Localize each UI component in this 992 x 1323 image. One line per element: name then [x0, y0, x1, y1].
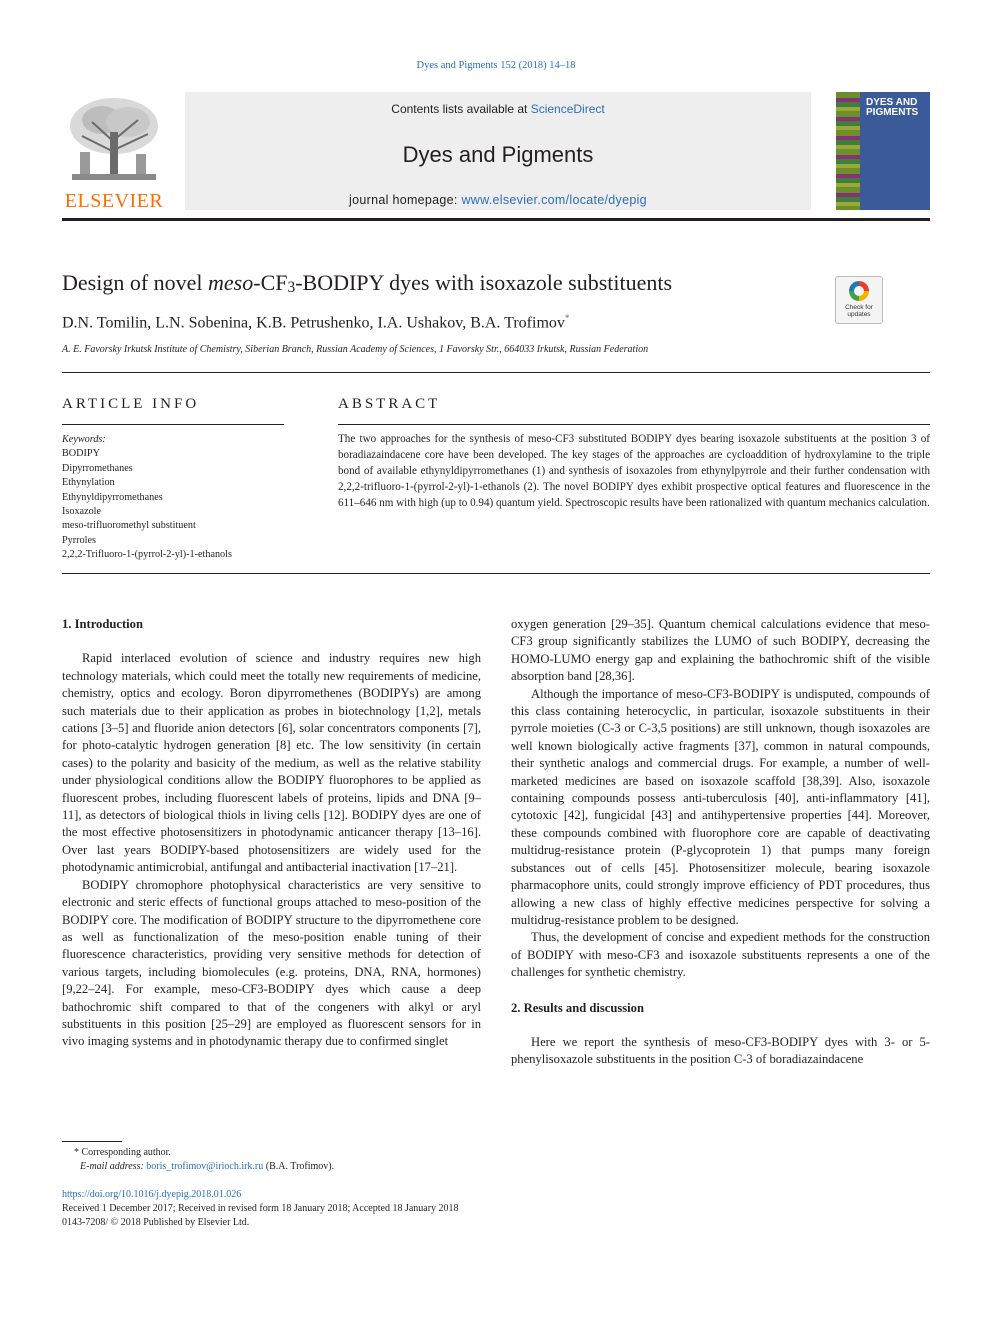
check-updates-label: Check for updates — [845, 304, 873, 318]
body-right-column — [511, 616, 930, 1069]
keyword: meso-trifluoromethyl substituent — [62, 520, 196, 532]
abstract-rule — [338, 424, 930, 425]
keyword: Ethynylation — [62, 477, 115, 489]
footnote-rule — [62, 1141, 122, 1142]
sciencedirect-link[interactable]: ScienceDirect — [530, 102, 605, 116]
abstract-heading: ABSTRACT — [338, 396, 441, 412]
intro-paragraph-1: Rapid interlaced evolution of science and industry requires new high technology materials, which could meet the totally new requirements of medicine, chemistry, optics and ecology. Boron dipyrromethenes (BODIPYs) are among such materials due to their application as probes in biotechnology [1,2], metals cations [3–5] and fluoride anion detectors [6], solar concentrators components [7], for photo-catalytic hydrogen generation [8] etc. The low sensitivity (in certain cases) to the polarity and basicity of the medium, as well as the relative stability under physiological conditions allow the BODIPY fluorophores to be applied as fluorescent probes, including fluorescent labels of proteins, lipids and DNA [9–11], as detectors of biological thiols in living cells [12]. BODIPY dyes are one of the most effective photosensitizers in photodynamic anticancer therapy [13–16]. Over last years BODIPY-based photosensitizers are widely used for the photodynamic antimicrobial, antifungal and antibacterial inactivation [17–21]. — [62, 651, 481, 875]
article-info-heading: ARTICLE INFO — [62, 396, 200, 412]
elsevier-wordmark: ELSEVIER — [64, 190, 164, 212]
keywords-block — [62, 433, 292, 563]
keyword: Isoxazole — [62, 506, 102, 518]
check-for-updates-badge[interactable] — [835, 276, 883, 324]
email-note: E-mail address: boris_trofimov@irioch.irk.ru (B.A. Trofimov). — [80, 1161, 335, 1172]
corresponding-author-note: * Corresponding author. — [74, 1147, 171, 1158]
corresponding-author-mark[interactable]: * — [564, 313, 570, 323]
contents-line — [185, 102, 811, 116]
check-updates-icon — [849, 281, 869, 301]
journal-title: Dyes and Pigments — [402, 142, 594, 167]
contents-prefix: Contents lists available at — [391, 102, 531, 116]
title-rule — [62, 372, 930, 373]
right-paragraph-1: Although the importance of meso-CF3-BODIPY is undisputed, compounds of this class containing heterocyclic, in particular, isoxazole substituents in their pyrrole moieties (C-3 or C-3,5 positions) are still unknown, though isoxazoles are well known biologically active fragments [37], common in natural compounds, their synthetic analogs and commercial drugs. For example, a number of well-marketed medicines are based on isoxazole scaffold [38,39]. Also, isoxazole containing compounds possess anti-tuberculosis [40], anti-inflammatory [41], cytotoxic [42], fungicidal [43] and antihypertensive properties [44]. Moreover, these compounds combined with fluorophore core are capable of deactivating multidrug-resistance protein (P-glycoprotein 1) that pumps many foreign substances out of cells [45]. Photosensitizer molecule, bearing isoxazole pharmacophore units, could strongly improve efficiency of PDT procedures, thus allowing a new class of highly effective medicines perspective for solving a multidrug-resistance problem to be designed. — [511, 686, 930, 927]
keyword: Dipyrromethanes — [62, 462, 133, 474]
email-link[interactable]: boris_trofimov@irioch.irk.ru — [146, 1161, 264, 1172]
introduction-heading: 1. Introduction — [62, 617, 143, 631]
cover-title: DYES AND PIGMENTS — [866, 97, 919, 118]
doi-link[interactable]: https://doi.org/10.1016/j.dyepig.2018.01.026 — [62, 1189, 242, 1200]
body-left-column — [62, 616, 481, 1051]
results-heading: 2. Results and discussion — [511, 1000, 644, 1015]
right-paragraph-0: oxygen generation [29–35]. Quantum chemical calculations evidence that meso-CF3 group significantly stabilizes the LUMO of such BODIPY, decreasing the HOMO-LUMO energy gap and explaining the bathochromic shift of the visible absorption band [28,36]. — [511, 617, 930, 684]
keyword: BODIPY — [62, 448, 100, 460]
right-paragraph-2: Thus, the development of concise and expedient methods for the construction of BODIPY with meso-CF3 and isoxazole substituents represents a one of the challenges for synthetic chemistry. — [511, 930, 930, 980]
journal-reference-link[interactable]: Dyes and Pigments 152 (2018) 14–18 — [416, 60, 576, 71]
keyword: Pyrroles — [62, 534, 96, 546]
right-paragraph-3: Here we report the synthesis of meso-CF3-BODIPY dyes with 3- or 5-phenylisoxazole substituents in the position C-3 of boradiazaindacene — [511, 1034, 930, 1067]
abstract-text: The two approaches for the synthesis of meso-CF3 substituted BODIPY dyes bearing isoxazole substituents at the position 3 of boradiazaindacene core have been developed. The key stages of the approaches are cycloaddition of hydroxylamine to the triple bond of available ethynyldipyrromethanes (1) and synthesis of isoxazoles from ethynylpyrrole and their further condensation with 2,2,2-trifluoro-1-(pyrrol-2-yl)-1-ethanols (2). The novel BODIPY dyes exhibit prospective optical features and fluorescence in the 611–646 nm with high (up to 0.94) quantum yield. Spectroscopic results have been rationalized with quantum mechanics calculation. — [338, 433, 930, 510]
keyword: 2,2,2-Trifluoro-1-(pyrrol-2-yl)-1-ethanols — [62, 549, 232, 561]
homepage-prefix: journal homepage: — [349, 193, 462, 207]
received-dates: Received 1 December 2017; Received in revised form 18 January 2018; Accepted 18 January 2018 — [62, 1203, 459, 1214]
keyword: Ethynyldipyrromethanes — [62, 491, 163, 503]
article-info-rule — [62, 424, 284, 425]
article-title: Design of novel meso-$CF_3$-BODIPY dyes with isoxazole substituents — [62, 270, 673, 296]
journal-cover-thumbnail[interactable] — [836, 92, 930, 210]
cover-pattern — [836, 92, 860, 210]
header-rule — [62, 218, 930, 221]
copyright-line: 0143-7208/ © 2018 Published by Elsevier Ltd. — [62, 1217, 250, 1228]
homepage-line — [185, 193, 811, 207]
intro-paragraph-2: BODIPY chromophore photophysical characteristics are very sensitive to electronic and steric effects of functional groups attached to meso-position of the BODIPY core. The modification of BODIPY structure to the dipyrromethene core as well as functionalization of the meso-position enable tuning of their fluorescence characteristics, providing very sensitive methods for detection of various targets, including biomolecules (e.g. proteins, DNA, RNA, hormones) [9,22–24]. For example, meso-CF3-BODIPY dyes which cause a deep bathochromic shift compared to that of the congeners with alkyl or aryl substituents in this position [25–29] are employed as fluorescent sensors for in vivo imaging systems and in photodynamic therapy due to confirmed singlet — [62, 877, 481, 1049]
keywords-label: Keywords: — [62, 434, 106, 445]
abstract-rule-bottom — [62, 573, 930, 574]
affiliation: A. E. Favorsky Irkutsk Institute of Chemistry, Siberian Branch, Russian Academy of Sciences, 1 Favorsky Str., 664033 Irkutsk, Russian Federation — [62, 344, 649, 355]
author-list: D.N. Tomilin, L.N. Sobenina, K.B. Petrushenko, I.A. Ushakov, B.A. Trofimov* — [62, 313, 570, 332]
homepage-link[interactable]: www.elsevier.com/locate/dyepig — [461, 193, 647, 207]
